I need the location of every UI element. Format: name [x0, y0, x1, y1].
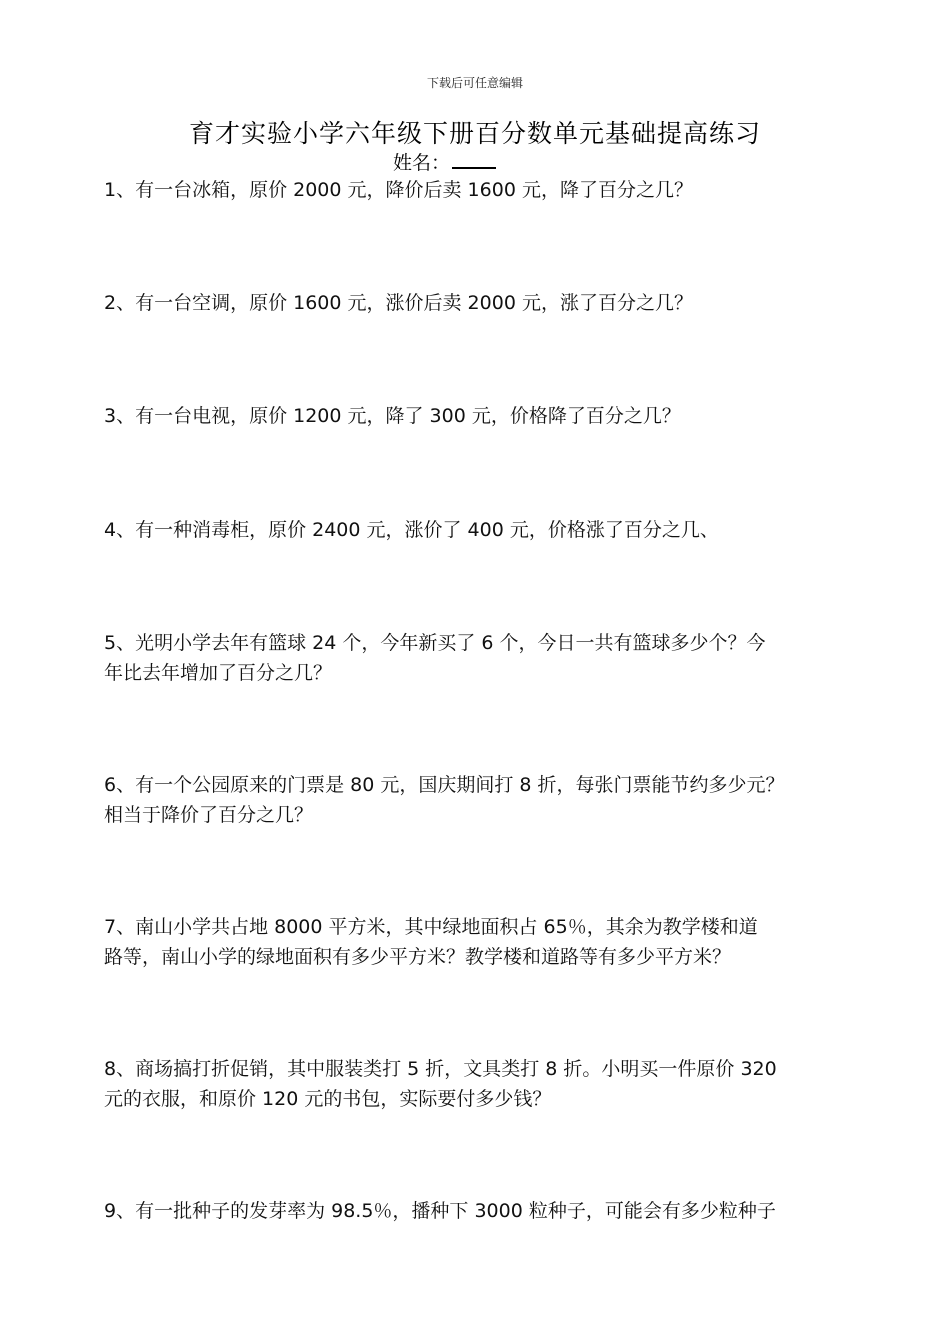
- question-2: [104, 288, 874, 318]
- question-6: [104, 770, 874, 830]
- question-1: [104, 175, 874, 205]
- question-line: 8、商场搞打折促销，其中服装类打 5 折，文具类打 8 折。小明买一件原价 320: [104, 1058, 777, 1080]
- question-line: 9、有一批种子的发芽率为 98.5％，播种下 3000 粒种子，可能会有多少粒种子: [104, 1200, 776, 1222]
- question-line: 6、有一个公园原来的门票是 80 元，国庆期间打 8 折，每张门票能节约多少元？: [104, 774, 785, 796]
- question-line: 3、有一台电视，原价 1200 元，降了 300 元，价格降了百分之几？: [104, 405, 681, 427]
- question-line: 1、有一台冰箱，原价 2000 元，降价后卖 1600 元，降了百分之几？: [104, 179, 693, 201]
- name-label: 姓名：: [393, 152, 451, 174]
- question-7: [104, 912, 874, 972]
- question-line: 相当于降价了百分之几？: [104, 804, 314, 826]
- question-4: [104, 515, 874, 545]
- question-line: 4、有一种消毒柜，原价 2400 元，涨价了 400 元，价格涨了百分之几、: [104, 519, 719, 541]
- name-blank: [452, 151, 496, 169]
- name-field: [393, 148, 496, 175]
- question-line: 5、光明小学去年有篮球 24 个，今年新买了 6 个，今日一共有篮球多少个？今: [104, 632, 766, 654]
- page-title: 育才实验小学六年级下册百分数单元基础提高练习: [188, 119, 761, 148]
- question-line: 路等，南山小学的绿地面积有多少平方米？教学楼和道路等有多少平方米？: [104, 946, 732, 968]
- question-9: [104, 1196, 874, 1226]
- question-line: 元的衣服，和原价 120 元的书包，实际要付多少钱？: [104, 1088, 552, 1110]
- question-line: 年比去年增加了百分之几？: [104, 662, 333, 684]
- header-note: 下载后可任意编辑: [426, 76, 523, 90]
- question-5: [104, 628, 874, 688]
- question-8: [104, 1054, 874, 1114]
- question-3: [104, 401, 874, 431]
- question-line: 2、有一台空调，原价 1600 元，涨价后卖 2000 元，涨了百分之几？: [104, 292, 693, 314]
- question-line: 7、南山小学共占地 8000 平方米，其中绿地面积占 65％，其余为教学楼和道: [104, 916, 758, 938]
